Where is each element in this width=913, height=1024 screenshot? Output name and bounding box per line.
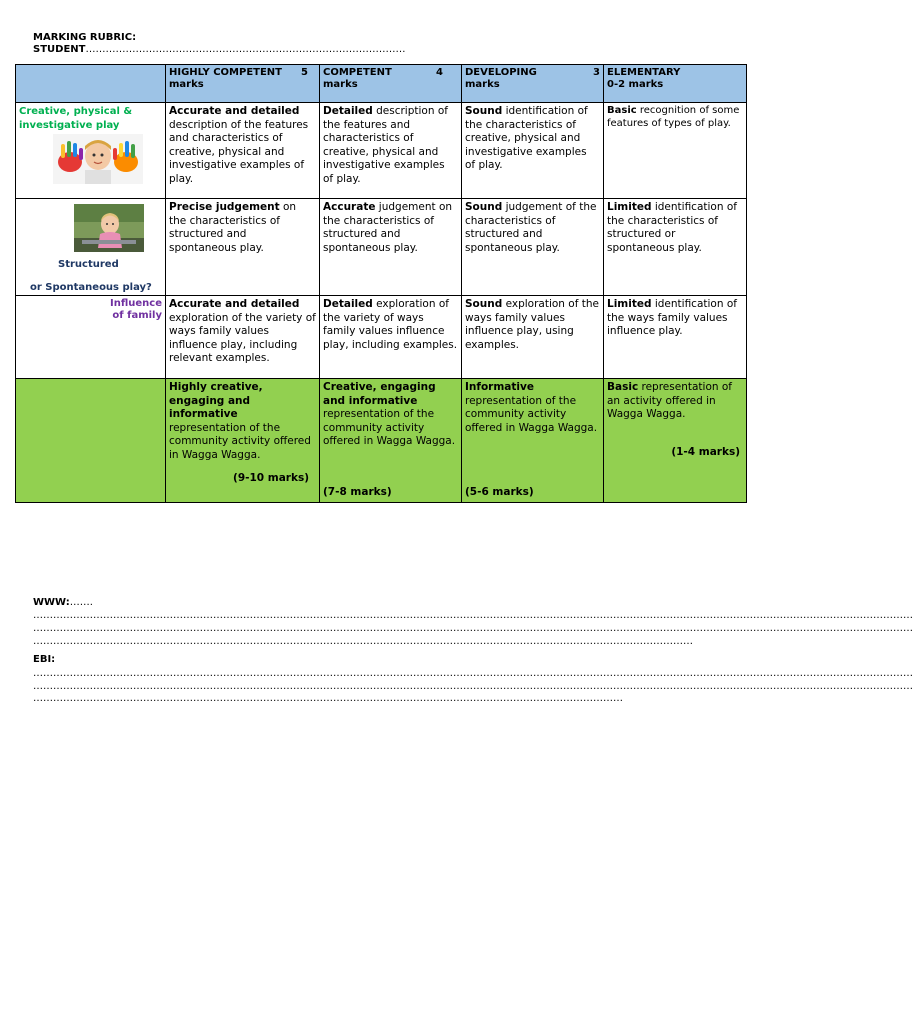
criterion-label-family: of family [112, 310, 162, 321]
cell-family-competent: Detailed exploration of the variety of ways family values influence play, including examples. [320, 296, 462, 379]
www-dotted-line-2: ………………………………………………………………………………………………………………………………………………………………………………………………………………………………………… [33, 623, 913, 634]
student-line [33, 44, 405, 56]
cell-family-developing: Sound exploration of the ways family values influence play, using examples. [462, 296, 604, 379]
cell-creative-elementary: Basic recognition of some features of types of play. [604, 103, 747, 199]
cell-community-elementary: Basic representation of an activity offered in Wagga Wagga. (1-4 marks) [604, 379, 747, 503]
criterion-label-spontaneous: or Spontaneous play? [30, 282, 152, 293]
marks-range-7-8: (7-8 marks) [323, 486, 392, 498]
marks-range-5-6: (5-6 marks) [465, 486, 534, 498]
cell-community-highly-competent: Highly creative, engaging and informative representation of the community activity offered in Wagga Wagga. (9-10 marks) [166, 379, 320, 503]
painted-hands-image [53, 134, 143, 184]
cell-creative-highly-competent: Accurate and detailed description of the features and characteristics of creative, physical and investigative examples of play. [166, 103, 320, 199]
header-blank-cell [16, 65, 166, 103]
criterion-creative-play [16, 103, 166, 199]
cell-family-elementary: Limited identification of the ways family values influence play. [604, 296, 747, 379]
ebi-line [33, 653, 55, 666]
marks-range-1-4: (1-4 marks) [671, 446, 740, 458]
criterion-label-influence: Influence [110, 298, 162, 309]
www-dots: ……. [69, 597, 93, 608]
criterion-label: Creative, physical & investigative play [19, 106, 133, 131]
rubric-header-row [16, 65, 747, 103]
student-label: STUDENT [33, 44, 86, 55]
student-dots: …………………………………………………………………………………… [85, 44, 406, 55]
header-competent: COMPETENT 4 marks [320, 65, 462, 103]
rubric-row-community-activity [16, 379, 747, 503]
www-label: WWW: [33, 597, 70, 608]
cell-community-developing: Informative representation of the community activity offered in Wagga Wagga. (5-6 marks) [462, 379, 604, 503]
www-line [33, 596, 93, 609]
cell-community-competent: Creative, engaging and informative representation of the community activity offered in Wagga Wagga. (7-8 marks) [320, 379, 462, 503]
criterion-family-influence [16, 296, 166, 379]
criterion-community-blank [16, 379, 166, 503]
criterion-structured-play [16, 199, 166, 296]
criterion-label-structured: Structured [58, 259, 119, 270]
header-developing: DEVELOPING 3 marks [462, 65, 604, 103]
rubric-title: MARKING RUBRIC: [33, 32, 137, 43]
ebi-label: EBI: [33, 654, 56, 665]
cell-structured-competent: Accurate judgement on the characteristics of structured and spontaneous play. [320, 199, 462, 296]
rubric-row-family-influence [16, 296, 747, 379]
cell-creative-developing: Sound identification of the characteristics of creative, physical and investigative examples of play. [462, 103, 604, 199]
ebi-dotted-line-3: …………………………………………………………………………………………………………………………………………………………… [33, 693, 623, 704]
cell-family-highly-competent: Accurate and detailed exploration of the variety of ways family values influence play, including relevant examples. [166, 296, 320, 379]
cell-structured-highly-competent: Precise judgement on the characteristics of structured and spontaneous play. [166, 199, 320, 296]
rubric-row-creative-play [16, 103, 747, 199]
cell-structured-elementary: Limited identification of the characteristics of structured or spontaneous play. [604, 199, 747, 296]
marking-rubric-table [15, 64, 747, 503]
marks-range-9-10: (9-10 marks) [233, 472, 309, 484]
header-elementary: ELEMENTARY 0-2 marks [604, 65, 747, 103]
www-dotted-line-1: ………………………………………………………………………………………………………………………………………………………………………………………………………………………………………… [33, 610, 913, 621]
cell-structured-developing: Sound judgement of the characteristics of structured and spontaneous play. [462, 199, 604, 296]
header-highly-competent: HIGHLY COMPETENT 5 marks [166, 65, 320, 103]
ebi-dotted-line-1: ………………………………………………………………………………………………………………………………………………………………………………………………………………………………………… [33, 668, 913, 679]
rubric-row-structured-play [16, 199, 747, 296]
ebi-dotted-line-2: ………………………………………………………………………………………………………………………………………………………………………………………………………………………………………… [33, 681, 913, 692]
cell-creative-competent: Detailed description of the features and characteristics of creative, physical and investigative examples of play. [320, 103, 462, 199]
www-dotted-line-3: ……………………………………………………………………………………………………………………………………………………………………………… [33, 636, 693, 647]
child-playing-image [74, 204, 144, 252]
